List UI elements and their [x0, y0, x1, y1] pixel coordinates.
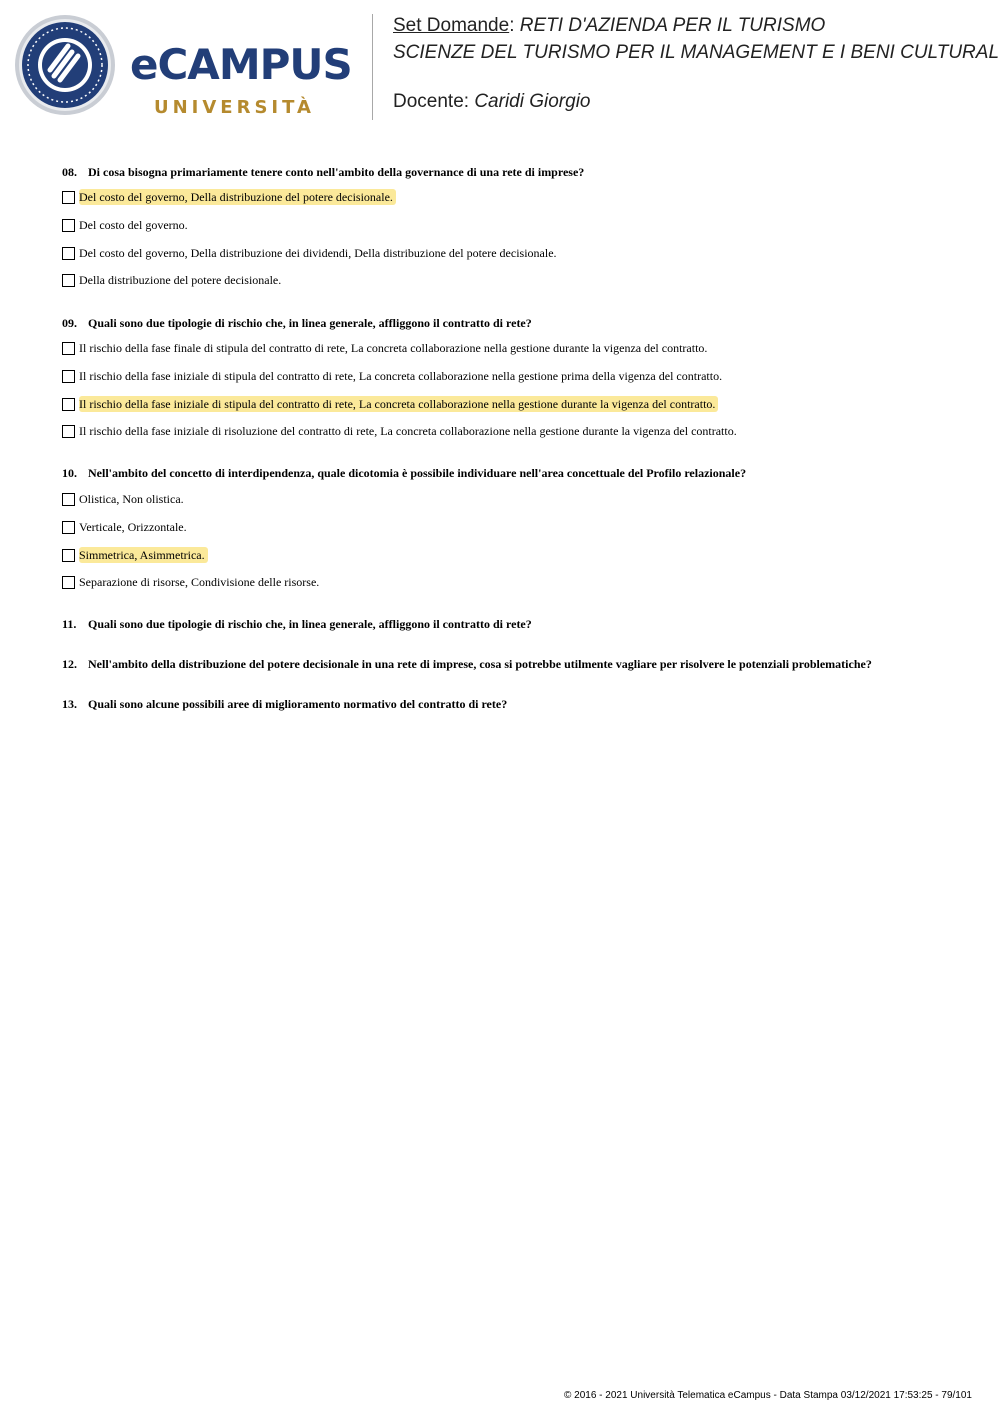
- option-q10-b[interactable]: [62, 518, 190, 536]
- question-number: 08.: [62, 165, 77, 179]
- question-12: [62, 656, 872, 672]
- option-text: Il rischio della fase finale di stipula del contratto di rete, La concreta collaborazione nella gestione durante la vigenza del contratto.: [79, 341, 708, 355]
- degree-title: SCIENZE DEL TURISMO PER IL MANAGEMENT E I BENI CULTURAL: [393, 42, 1000, 63]
- ecampus-logo: [14, 14, 359, 118]
- question-11: [62, 616, 532, 632]
- option-q10-d[interactable]: [62, 573, 322, 591]
- checkbox[interactable]: [62, 425, 75, 438]
- checkbox[interactable]: [62, 370, 75, 383]
- checkbox[interactable]: [62, 191, 75, 204]
- question-08: [62, 164, 584, 180]
- option-text: Del costo del governo, Della distribuzione del potere decisionale.: [79, 189, 396, 205]
- option-text: Del costo del governo.: [79, 218, 188, 232]
- checkbox[interactable]: [62, 247, 75, 260]
- checkbox[interactable]: [62, 398, 75, 411]
- option-text: Il rischio della fase iniziale di stipula del contratto di rete, La concreta collaborazione nella gestione prima della vigenza del contratto.: [79, 369, 723, 383]
- checkbox[interactable]: [62, 493, 75, 506]
- option-text: Simmetrica, Asimmetrica.: [79, 547, 208, 563]
- option-q10-c[interactable]: [62, 546, 208, 564]
- option-q08-d[interactable]: [62, 271, 284, 289]
- option-q09-c[interactable]: [62, 395, 718, 413]
- docente-name: Caridi Giorgio: [474, 91, 591, 112]
- brand-name: eCAMPUS: [130, 40, 352, 89]
- question-text: Nell'ambito del concetto di interdipendenza, quale dicotomia è possibile individuare nell'area concettuale del Profilo relazionale?: [88, 466, 747, 480]
- checkbox[interactable]: [62, 521, 75, 534]
- question-number: 11.: [62, 617, 77, 631]
- option-q08-a[interactable]: [62, 188, 396, 206]
- option-q08-b[interactable]: [62, 216, 191, 234]
- question-text: Quali sono due tipologie di rischio che, in linea generale, affliggono il contratto di rete?: [88, 617, 532, 631]
- brand-wordmark: [130, 42, 362, 122]
- question-09: [62, 315, 532, 331]
- option-q10-a[interactable]: [62, 490, 187, 508]
- question-number: 13.: [62, 697, 77, 711]
- option-text: Olistica, Non olistica.: [79, 492, 184, 506]
- option-text: Del costo del governo, Della distribuzione dei dividendi, Della distribuzione del potere decisionale.: [79, 246, 557, 260]
- option-q08-c[interactable]: [62, 244, 560, 262]
- question-10: [62, 465, 746, 481]
- docente-label: Docente:: [393, 91, 470, 112]
- checkbox[interactable]: [62, 576, 75, 589]
- option-q09-d[interactable]: [62, 422, 740, 440]
- option-text: Il rischio della fase iniziale di stipula del contratto di rete, La concreta collaborazione nella gestione durante la vigenza del contratto.: [79, 396, 718, 412]
- option-q09-a[interactable]: [62, 339, 710, 357]
- checkbox[interactable]: [62, 342, 75, 355]
- question-text: Nell'ambito della distribuzione del potere decisionale in una rete di imprese, cosa si potrebbe utilmente vagliare per risolvere le potenziali problematiche?: [88, 657, 872, 671]
- option-text: Il rischio della fase iniziale di risoluzione del contratto di rete, La concreta collaborazione nella gestione durante la vigenza del contratto.: [79, 424, 737, 438]
- question-number: 10.: [62, 466, 77, 480]
- question-text: Di cosa bisogna primariamente tenere conto nell'ambito della governance di una rete di imprese?: [88, 165, 585, 179]
- set-label: Set Domande: [393, 15, 510, 36]
- option-q09-b[interactable]: [62, 367, 725, 385]
- question-13: [62, 696, 507, 712]
- page-footer: © 2016 - 2021 Università Telematica eCampus - Data Stampa 03/12/2021 17:53:25 - 79/101: [564, 1390, 972, 1401]
- option-text: Della distribuzione del potere decisionale.: [79, 273, 282, 287]
- question-text: Quali sono alcune possibili aree di miglioramento normativo del contratto di rete?: [88, 697, 508, 711]
- header-divider: [372, 14, 373, 120]
- header-docente-line: [393, 90, 590, 114]
- header-course-line: Set Domande: RETI D'AZIENDA PER IL TURISMO: [393, 15, 826, 36]
- brand-subtitle: UNIVERSITÀ: [154, 97, 315, 118]
- option-text: Separazione di risorse, Condivisione delle risorse.: [79, 575, 320, 589]
- checkbox[interactable]: [62, 274, 75, 287]
- checkbox[interactable]: [62, 219, 75, 232]
- question-number: 09.: [62, 316, 77, 330]
- question-number: 12.: [62, 657, 77, 671]
- question-text: Quali sono due tipologie di rischio che, in linea generale, affliggono il contratto di rete?: [88, 316, 532, 330]
- university-seal-icon: [14, 14, 116, 116]
- course-title: RETI D'AZIENDA PER IL TURISMO: [519, 15, 826, 36]
- checkbox[interactable]: [62, 549, 75, 562]
- option-text: Verticale, Orizzontale.: [79, 520, 187, 534]
